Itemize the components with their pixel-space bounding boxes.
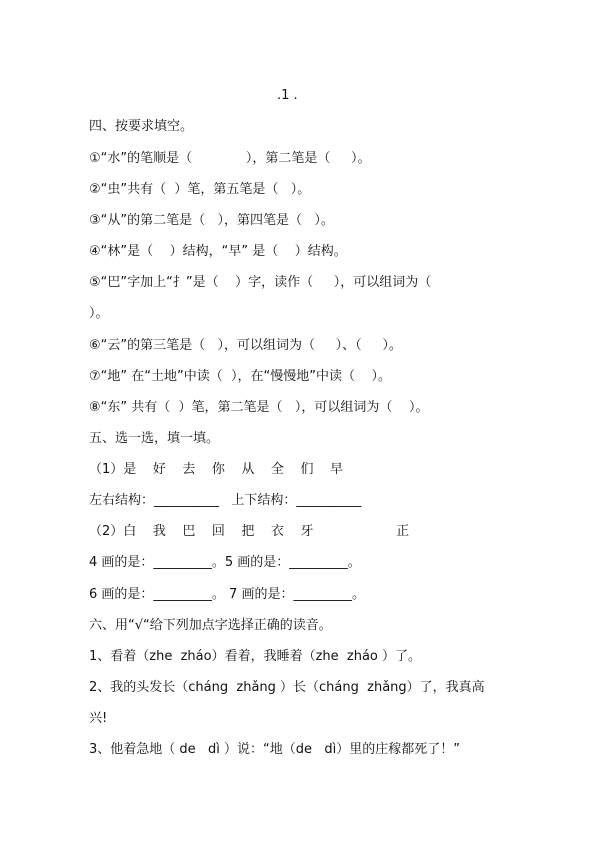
section-4-item-7: ⑦“地” 在“土地”中读（ ），在“慢慢地”中读（ ）。 [89,369,391,384]
section-6-heading: 六、用“√“给下列加点字选择正确的读音。 [89,618,332,633]
section-5-group-2-chars: （2）白 我 巴 回 把 衣 牙 正 [89,524,410,539]
section-4-heading: 四、按要求填空。 [89,119,194,134]
section-5-group-1-chars: （1）是 好 去 你 从 全 们 早 [89,462,343,477]
section-4-item-6: ⑥“云”的第三笔是（ ），可以组词为（ ）、（ ）。 [89,338,402,353]
section-4-item-8: ⑧“东” 共有（ ）笔，第二笔是（ ），可以组词为（ ）。 [89,400,429,415]
section-6-item-1: 1、看着（zhe zháo）看着，我睡着（zhe zháo ）了。 [89,649,422,664]
section-5-group-1-answers: 左右结构：__________ 上下结构：__________ [89,493,362,508]
section-6-item-2: 2、我的头发长（cháng zhǎng ）长（cháng zhǎng）了，我真高 [89,680,485,695]
section-4-item-2: ②“虫”共有（ ）笔，第五笔是（ ）。 [89,182,311,197]
section-6-item-3: 3、他着急地（ de dì ）说：“地（de dì）里的庄稼都死了！” [89,742,461,757]
section-4-item-4: ④“林”是（ ）结构，“早” 是（ ）结构。 [89,244,347,259]
section-5-heading: 五、选一选，填一填。 [89,431,220,446]
page-number: .1 . [277,88,298,103]
section-4-item-1: ①“水”的笔顺是（ ），第二笔是（ ）。 [89,151,371,166]
section-4-item-5: ⑤“巴”字加上“扌”是（ ）字，读作（ ），可以组词为（ [89,275,432,290]
section-4-item-3: ③“从”的第二笔是（ ），第四笔是（ ）。 [89,213,334,228]
section-5-group-2-answers-a: 4 画的是：_________。5 画的是：_________。 [89,555,361,570]
section-5-group-2-answers-b: 6 画的是：_________。 7 画的是：_________。 [89,587,365,602]
section-4-item-5-continued: ）。 [89,306,109,321]
section-6-item-2-continued: 兴! [89,711,108,726]
